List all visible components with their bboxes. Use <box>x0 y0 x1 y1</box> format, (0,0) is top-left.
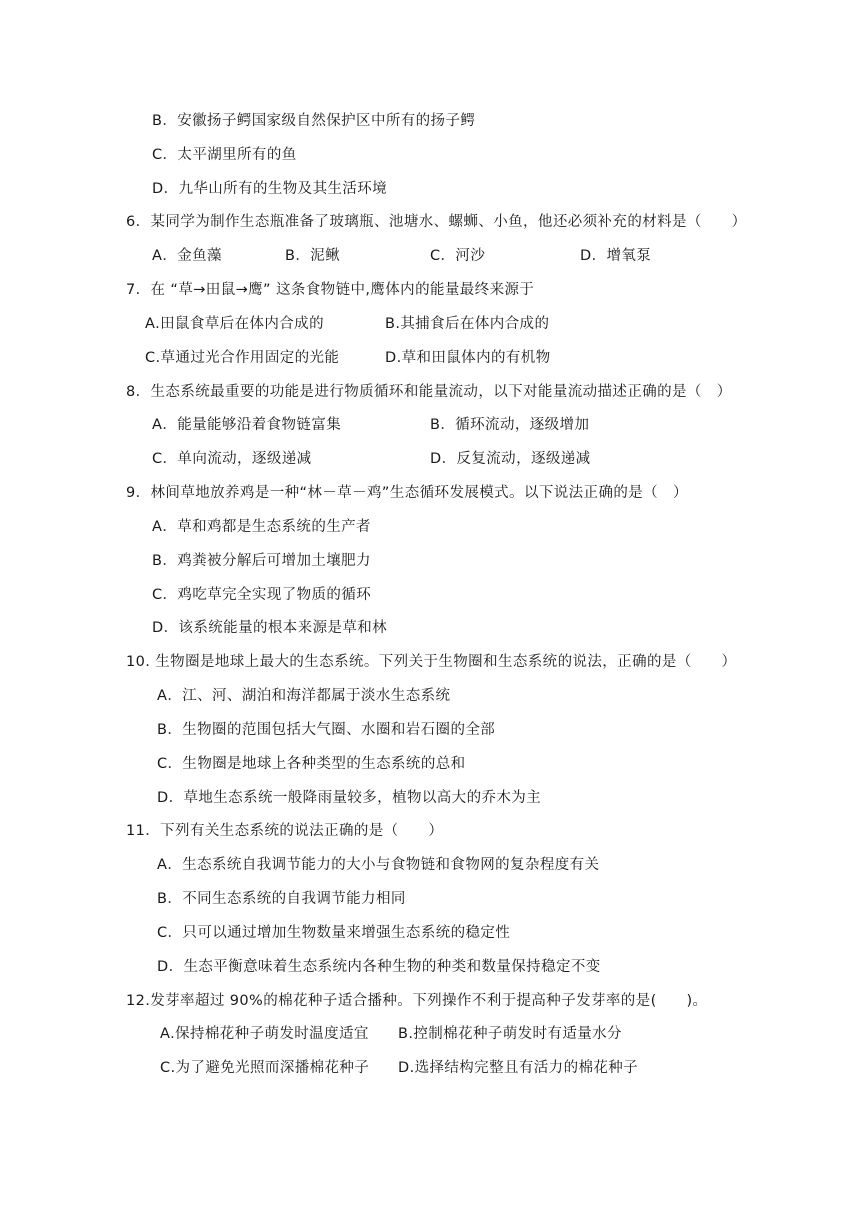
question-12-option-b: B.控制棉花种子萌发时有适量水分 <box>398 1026 622 1042</box>
question-10-option-b: B．生物圈的范围包括大气圈、水圈和岩石圈的全部 <box>157 722 496 738</box>
question-11-option-a: A．生态系统自我调节能力的大小与食物链和食物网的复杂程度有关 <box>157 857 600 873</box>
question-5-option-b: B．安徽扬子鳄国家级自然保护区中所有的扬子鳄 <box>152 113 476 129</box>
question-10-option-d: D．草地生态系统一般降雨量较多，植物以高大的乔木为主 <box>157 790 542 806</box>
question-9-option-c: C．鸡吃草完全实现了物质的循环 <box>152 587 372 603</box>
question-8-option-a: A．能量能够沿着食物链富集 <box>152 417 342 433</box>
question-6-option-a: A．金鱼藻 <box>152 248 222 264</box>
question-6-stem: 6．某同学为制作生态瓶准备了玻璃瓶、池塘水、螺蛳、小鱼，他还必须补充的材料是（ ） <box>126 214 747 230</box>
question-12-options-row-1 <box>0 1024 860 1044</box>
question-11-option-d: D．生态平衡意味着生态系统内各种生物的种类和数量保持稳定不变 <box>157 959 601 975</box>
question-10-option-a: A．江、河、湖泊和海洋都属于淡水生态系统 <box>157 688 451 704</box>
question-5-option-c: C．太平湖里所有的鱼 <box>152 147 297 163</box>
question-12-options-row-2 <box>0 1058 860 1078</box>
question-7-options-row-1 <box>0 314 860 334</box>
question-7-option-d: D.草和田鼠体内的有机物 <box>385 350 551 366</box>
question-7-option-b: B.其捕食后在体内合成的 <box>385 316 550 332</box>
question-7-option-a: A.田鼠食草后在体内合成的 <box>145 316 324 332</box>
question-12-stem: 12.发芽率超过 90%的棉花种子适合播种。下列操作不利于提高种子发芽率的是( )。 <box>126 993 708 1009</box>
question-11-option-c: C．只可以通过增加生物数量来增强生态系统的稳定性 <box>157 925 511 941</box>
question-8-options-row-2 <box>0 449 860 469</box>
question-9-option-a: A．草和鸡都是生态系统的生产者 <box>152 519 371 535</box>
question-6-option-c: C．河沙 <box>430 248 486 264</box>
question-8-option-b: B．循环流动，逐级增加 <box>430 417 590 433</box>
question-8-option-d: D．反复流动，逐级递减 <box>430 451 591 467</box>
question-11-option-b: B．不同生态系统的自我调节能力相同 <box>157 891 406 907</box>
question-12-option-d: D.选择结构完整且有活力的棉花种子 <box>398 1060 639 1076</box>
question-9-stem: 9．林间草地放养鸡是一种“林－草－鸡”生态循环发展模式。以下说法正确的是（ ） <box>126 485 688 501</box>
question-9-option-d: D．该系统能量的根本来源是草和林 <box>152 620 388 636</box>
question-6-option-b: B．泥鳅 <box>285 248 341 264</box>
question-6-options <box>0 246 860 266</box>
question-11-stem: 11．下列有关生态系统的说法正确的是（ ） <box>126 823 444 839</box>
question-8-stem: 8．生态系统最重要的功能是进行物质循环和能量流动，以下对能量流动描述正确的是（ ） <box>126 384 732 400</box>
question-7-option-c: C.草通过光合作用固定的光能 <box>145 350 340 366</box>
question-10-option-c: C．生物圈是地球上各种类型的生态系统的总和 <box>157 756 466 772</box>
question-8-option-c: C．单向流动，逐级递减 <box>152 451 312 467</box>
question-7-stem: 7．在 “草→田鼠→鹰” 这条食物链中,鹰体内的能量最终来源于 <box>126 282 535 298</box>
question-10-stem: 10. 生物圈是地球上最大的生态系统。下列关于生物圈和生态系统的说法，正确的是（ ） <box>126 654 737 670</box>
question-12-option-c: C.为了避免光照而深播棉花种子 <box>160 1060 370 1076</box>
question-12-option-a: A.保持棉花种子萌发时温度适宜 <box>160 1026 369 1042</box>
question-9-option-b: B．鸡粪被分解后可增加土壤肥力 <box>152 553 371 569</box>
question-6-option-d: D．增氧泵 <box>580 248 652 264</box>
question-5-option-d: D．九华山所有的生物及其生活环境 <box>152 181 388 197</box>
question-7-options-row-2 <box>0 348 860 368</box>
question-8-options-row-1 <box>0 415 860 435</box>
